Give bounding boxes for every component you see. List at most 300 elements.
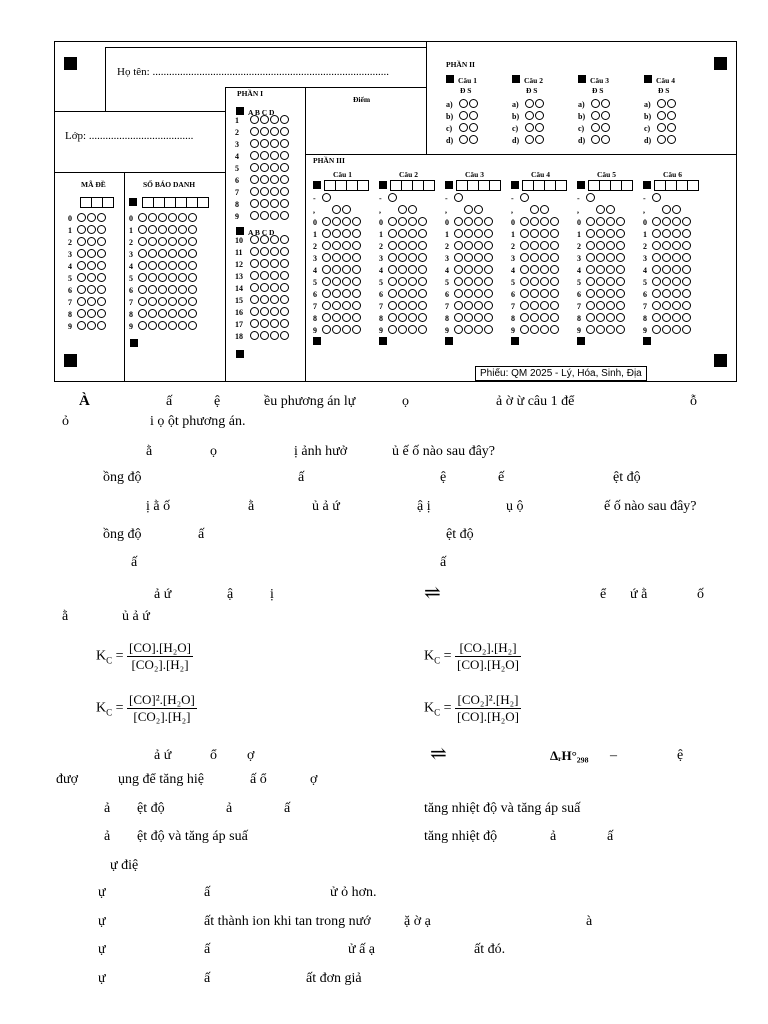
answer-bubble[interactable]: [672, 265, 681, 274]
answer-bubble[interactable]: [418, 265, 427, 274]
answer-bubble[interactable]: [280, 199, 289, 208]
answer-bubble[interactable]: [178, 249, 187, 258]
ma-de-grid[interactable]: [68, 211, 106, 331]
answer-bubble[interactable]: [148, 213, 157, 222]
answer-bubble[interactable]: [652, 277, 661, 286]
answer-bubble[interactable]: [652, 265, 661, 274]
answer-bubble[interactable]: [158, 249, 167, 258]
answer-bubble[interactable]: [322, 241, 331, 250]
answer-bubble[interactable]: [591, 123, 600, 132]
answer-bubble[interactable]: [464, 325, 473, 334]
answer-bubble[interactable]: [280, 187, 289, 196]
answer-bubble[interactable]: [332, 277, 341, 286]
answer-bubble[interactable]: [352, 265, 361, 274]
answer-bubble[interactable]: [484, 253, 493, 262]
answer-bubble[interactable]: [682, 277, 691, 286]
answer-bubble[interactable]: [97, 261, 106, 270]
answer-bubble[interactable]: [530, 217, 539, 226]
answer-bubble[interactable]: [662, 217, 671, 226]
answer-bubble[interactable]: [250, 307, 259, 316]
answer-bubble[interactable]: [530, 265, 539, 274]
answer-bubble[interactable]: [550, 229, 559, 238]
answer-bubble[interactable]: [332, 265, 341, 274]
answer-bubble[interactable]: [525, 123, 534, 132]
answer-bubble[interactable]: [616, 253, 625, 262]
answer-bubble[interactable]: [484, 241, 493, 250]
answer-bubble[interactable]: [657, 99, 666, 108]
answer-bubble[interactable]: [530, 253, 539, 262]
answer-bubble[interactable]: [77, 249, 86, 258]
answer-bubble[interactable]: [616, 265, 625, 274]
answer-bubble[interactable]: [540, 229, 549, 238]
answer-bubble[interactable]: [418, 325, 427, 334]
answer-bubble[interactable]: [388, 313, 397, 322]
answer-bubble[interactable]: [672, 301, 681, 310]
answer-bubble[interactable]: [97, 213, 106, 222]
answer-bubble[interactable]: [87, 261, 96, 270]
answer-bubble[interactable]: [352, 253, 361, 262]
answer-bubble[interactable]: [667, 135, 676, 144]
answer-bubble[interactable]: [530, 313, 539, 322]
answer-bubble[interactable]: [652, 241, 661, 250]
answer-bubble[interactable]: [667, 111, 676, 120]
answer-bubble[interactable]: [322, 253, 331, 262]
answer-bubble[interactable]: [352, 301, 361, 310]
answer-bubble[interactable]: [606, 253, 615, 262]
answer-bubble[interactable]: [398, 253, 407, 262]
answer-bubble[interactable]: [322, 229, 331, 238]
answer-bubble[interactable]: [474, 289, 483, 298]
answer-bubble[interactable]: [408, 313, 417, 322]
answer-bubble[interactable]: [652, 229, 661, 238]
answer-bubble[interactable]: [601, 111, 610, 120]
answer-bubble[interactable]: [260, 127, 269, 136]
answer-bubble[interactable]: [662, 253, 671, 262]
answer-bubble[interactable]: [77, 261, 86, 270]
answer-bubble[interactable]: [77, 213, 86, 222]
answer-bubble[interactable]: [662, 277, 671, 286]
answer-bubble[interactable]: [454, 253, 463, 262]
answer-bubble[interactable]: [250, 127, 259, 136]
answer-bubble[interactable]: [586, 217, 595, 226]
answer-bubble[interactable]: [586, 301, 595, 310]
answer-bubble[interactable]: [138, 285, 147, 294]
answer-bubble[interactable]: [332, 325, 341, 334]
answer-bubble[interactable]: [520, 325, 529, 334]
answer-bubble[interactable]: [601, 99, 610, 108]
answer-bubble[interactable]: [148, 225, 157, 234]
answer-bubble[interactable]: [168, 237, 177, 246]
answer-bubble[interactable]: [188, 285, 197, 294]
answer-bubble[interactable]: [672, 289, 681, 298]
answer-bubble[interactable]: [520, 265, 529, 274]
answer-bubble[interactable]: [657, 135, 666, 144]
answer-bubble[interactable]: [280, 295, 289, 304]
answer-bubble[interactable]: [616, 241, 625, 250]
answer-bubble[interactable]: [87, 285, 96, 294]
answer-bubble[interactable]: [469, 111, 478, 120]
answer-bubble[interactable]: [158, 273, 167, 282]
answer-bubble[interactable]: [270, 139, 279, 148]
answer-bubble[interactable]: [178, 273, 187, 282]
answer-bubble[interactable]: [474, 217, 483, 226]
answer-bubble[interactable]: [352, 277, 361, 286]
answer-bubble[interactable]: [520, 277, 529, 286]
answer-bubble[interactable]: [250, 235, 259, 244]
answer-bubble[interactable]: [178, 309, 187, 318]
answer-bubble[interactable]: [352, 241, 361, 250]
answer-bubble[interactable]: [484, 313, 493, 322]
answer-bubble[interactable]: [616, 313, 625, 322]
answer-bubble[interactable]: [398, 289, 407, 298]
answer-bubble[interactable]: [540, 289, 549, 298]
answer-bubble[interactable]: [342, 277, 351, 286]
answer-bubble[interactable]: [418, 253, 427, 262]
answer-bubble[interactable]: [260, 151, 269, 160]
sbd-grid[interactable]: [129, 211, 197, 331]
answer-bubble[interactable]: [250, 259, 259, 268]
answer-bubble[interactable]: [672, 325, 681, 334]
answer-bubble[interactable]: [454, 301, 463, 310]
answer-bubble[interactable]: [586, 253, 595, 262]
answer-bubble[interactable]: [270, 187, 279, 196]
answer-bubble[interactable]: [260, 115, 269, 124]
answer-bubble[interactable]: [260, 199, 269, 208]
phan1-grid-b[interactable]: [235, 233, 289, 341]
answer-bubble[interactable]: [464, 217, 473, 226]
answer-bubble[interactable]: [459, 111, 468, 120]
answer-bubble[interactable]: [596, 277, 605, 286]
phan2-grid[interactable]: [446, 73, 716, 153]
answer-bubble[interactable]: [270, 235, 279, 244]
answer-bubble[interactable]: [260, 235, 269, 244]
answer-bubble[interactable]: [484, 301, 493, 310]
answer-bubble[interactable]: [520, 217, 529, 226]
answer-bubble[interactable]: [398, 265, 407, 274]
answer-bubble[interactable]: [525, 99, 534, 108]
answer-bubble[interactable]: [530, 277, 539, 286]
answer-bubble[interactable]: [586, 229, 595, 238]
answer-bubble[interactable]: [525, 135, 534, 144]
answer-bubble[interactable]: [408, 325, 417, 334]
answer-bubble[interactable]: [188, 309, 197, 318]
answer-bubble[interactable]: [469, 135, 478, 144]
answer-bubble[interactable]: [454, 289, 463, 298]
answer-bubble[interactable]: [178, 297, 187, 306]
answer-bubble[interactable]: [388, 277, 397, 286]
ma-de-boxes[interactable]: [80, 193, 113, 211]
answer-bubble[interactable]: [332, 229, 341, 238]
answer-bubble[interactable]: [652, 193, 661, 202]
answer-bubble[interactable]: [322, 325, 331, 334]
answer-bubble[interactable]: [606, 277, 615, 286]
answer-bubble[interactable]: [260, 331, 269, 340]
answer-bubble[interactable]: [459, 99, 468, 108]
answer-bubble[interactable]: [408, 217, 417, 226]
answer-bubble[interactable]: [454, 229, 463, 238]
answer-bubble[interactable]: [168, 297, 177, 306]
answer-bubble[interactable]: [591, 135, 600, 144]
answer-bubble[interactable]: [464, 229, 473, 238]
answer-bubble[interactable]: [667, 123, 676, 132]
answer-bubble[interactable]: [148, 321, 157, 330]
answer-bubble[interactable]: [270, 199, 279, 208]
answer-bubble[interactable]: [388, 325, 397, 334]
answer-bubble[interactable]: [250, 139, 259, 148]
answer-bubble[interactable]: [158, 213, 167, 222]
answer-bubble[interactable]: [398, 205, 407, 214]
answer-bubble[interactable]: [418, 229, 427, 238]
answer-bubble[interactable]: [652, 301, 661, 310]
answer-bubble[interactable]: [474, 277, 483, 286]
answer-bubble[interactable]: [342, 289, 351, 298]
answer-bubble[interactable]: [550, 277, 559, 286]
answer-bubble[interactable]: [652, 289, 661, 298]
answer-bubble[interactable]: [270, 331, 279, 340]
answer-bubble[interactable]: [280, 271, 289, 280]
answer-bubble[interactable]: [535, 111, 544, 120]
answer-bubble[interactable]: [550, 265, 559, 274]
answer-bubble[interactable]: [178, 237, 187, 246]
answer-bubble[interactable]: [270, 163, 279, 172]
answer-bubble[interactable]: [87, 273, 96, 282]
answer-bubble[interactable]: [332, 301, 341, 310]
answer-bubble[interactable]: [322, 313, 331, 322]
answer-bubble[interactable]: [280, 235, 289, 244]
answer-bubble[interactable]: [280, 115, 289, 124]
answer-bubble[interactable]: [586, 241, 595, 250]
answer-bubble[interactable]: [280, 307, 289, 316]
answer-bubble[interactable]: [280, 175, 289, 184]
answer-bubble[interactable]: [280, 283, 289, 292]
answer-bubble[interactable]: [352, 217, 361, 226]
answer-bubble[interactable]: [138, 273, 147, 282]
answer-bubble[interactable]: [250, 295, 259, 304]
answer-bubble[interactable]: [77, 321, 86, 330]
answer-bubble[interactable]: [672, 253, 681, 262]
answer-bubble[interactable]: [148, 273, 157, 282]
answer-bubble[interactable]: [418, 301, 427, 310]
answer-bubble[interactable]: [540, 205, 549, 214]
answer-bubble[interactable]: [188, 213, 197, 222]
answer-bubble[interactable]: [520, 289, 529, 298]
answer-bubble[interactable]: [596, 205, 605, 214]
answer-bubble[interactable]: [188, 273, 197, 282]
answer-bubble[interactable]: [158, 225, 167, 234]
phan1-grid-a[interactable]: [235, 113, 289, 221]
answer-bubble[interactable]: [464, 265, 473, 274]
answer-bubble[interactable]: [280, 259, 289, 268]
answer-bubble[interactable]: [178, 285, 187, 294]
answer-bubble[interactable]: [464, 277, 473, 286]
answer-bubble[interactable]: [250, 199, 259, 208]
answer-bubble[interactable]: [97, 273, 106, 282]
answer-bubble[interactable]: [596, 217, 605, 226]
answer-bubble[interactable]: [280, 139, 289, 148]
answer-bubble[interactable]: [525, 111, 534, 120]
answer-bubble[interactable]: [270, 175, 279, 184]
answer-bubble[interactable]: [270, 211, 279, 220]
answer-bubble[interactable]: [408, 265, 417, 274]
answer-bubble[interactable]: [520, 241, 529, 250]
answer-bubble[interactable]: [540, 301, 549, 310]
answer-bubble[interactable]: [408, 253, 417, 262]
answer-bubble[interactable]: [530, 289, 539, 298]
answer-bubble[interactable]: [270, 283, 279, 292]
answer-bubble[interactable]: [322, 289, 331, 298]
answer-bubble[interactable]: [596, 253, 605, 262]
answer-bubble[interactable]: [464, 289, 473, 298]
sbd-boxes[interactable]: [129, 193, 208, 211]
answer-bubble[interactable]: [388, 229, 397, 238]
answer-bubble[interactable]: [535, 99, 544, 108]
answer-bubble[interactable]: [260, 319, 269, 328]
answer-bubble[interactable]: [672, 241, 681, 250]
answer-bubble[interactable]: [260, 211, 269, 220]
answer-bubble[interactable]: [596, 289, 605, 298]
answer-bubble[interactable]: [408, 277, 417, 286]
answer-bubble[interactable]: [332, 289, 341, 298]
answer-bubble[interactable]: [188, 249, 197, 258]
answer-bubble[interactable]: [250, 331, 259, 340]
answer-bubble[interactable]: [484, 277, 493, 286]
answer-bubble[interactable]: [148, 285, 157, 294]
answer-bubble[interactable]: [596, 229, 605, 238]
answer-bubble[interactable]: [530, 229, 539, 238]
answer-bubble[interactable]: [388, 301, 397, 310]
answer-bubble[interactable]: [158, 237, 167, 246]
answer-bubble[interactable]: [586, 193, 595, 202]
answer-bubble[interactable]: [388, 193, 397, 202]
answer-bubble[interactable]: [616, 325, 625, 334]
answer-bubble[interactable]: [408, 241, 417, 250]
answer-bubble[interactable]: [550, 289, 559, 298]
answer-bubble[interactable]: [662, 241, 671, 250]
answer-bubble[interactable]: [87, 297, 96, 306]
answer-bubble[interactable]: [270, 247, 279, 256]
answer-bubble[interactable]: [652, 313, 661, 322]
answer-bubble[interactable]: [342, 241, 351, 250]
answer-bubble[interactable]: [682, 313, 691, 322]
answer-bubble[interactable]: [270, 127, 279, 136]
answer-bubble[interactable]: [342, 217, 351, 226]
answer-bubble[interactable]: [454, 325, 463, 334]
answer-bubble[interactable]: [454, 313, 463, 322]
answer-bubble[interactable]: [606, 205, 615, 214]
answer-bubble[interactable]: [540, 241, 549, 250]
answer-bubble[interactable]: [682, 289, 691, 298]
answer-bubble[interactable]: [591, 111, 600, 120]
answer-bubble[interactable]: [672, 229, 681, 238]
answer-bubble[interactable]: [97, 237, 106, 246]
answer-bubble[interactable]: [260, 139, 269, 148]
answer-bubble[interactable]: [178, 225, 187, 234]
answer-bubble[interactable]: [596, 325, 605, 334]
answer-bubble[interactable]: [596, 265, 605, 274]
answer-bubble[interactable]: [535, 135, 544, 144]
answer-bubble[interactable]: [596, 301, 605, 310]
answer-bubble[interactable]: [474, 313, 483, 322]
answer-bubble[interactable]: [332, 205, 341, 214]
answer-bubble[interactable]: [469, 99, 478, 108]
answer-bubble[interactable]: [148, 297, 157, 306]
answer-bubble[interactable]: [530, 325, 539, 334]
answer-bubble[interactable]: [77, 309, 86, 318]
answer-bubble[interactable]: [662, 229, 671, 238]
answer-bubble[interactable]: [138, 321, 147, 330]
answer-bubble[interactable]: [550, 253, 559, 262]
answer-bubble[interactable]: [464, 253, 473, 262]
answer-bubble[interactable]: [408, 289, 417, 298]
answer-bubble[interactable]: [250, 271, 259, 280]
answer-bubble[interactable]: [652, 253, 661, 262]
answer-bubble[interactable]: [138, 261, 147, 270]
answer-bubble[interactable]: [418, 277, 427, 286]
answer-bubble[interactable]: [97, 321, 106, 330]
answer-bubble[interactable]: [454, 277, 463, 286]
answer-bubble[interactable]: [388, 241, 397, 250]
answer-bubble[interactable]: [667, 99, 676, 108]
answer-bubble[interactable]: [250, 211, 259, 220]
answer-bubble[interactable]: [616, 229, 625, 238]
answer-bubble[interactable]: [342, 229, 351, 238]
answer-bubble[interactable]: [322, 301, 331, 310]
answer-bubble[interactable]: [601, 135, 610, 144]
answer-bubble[interactable]: [168, 261, 177, 270]
answer-bubble[interactable]: [459, 123, 468, 132]
answer-bubble[interactable]: [280, 163, 289, 172]
answer-bubble[interactable]: [138, 309, 147, 318]
answer-bubble[interactable]: [280, 151, 289, 160]
answer-bubble[interactable]: [616, 277, 625, 286]
answer-bubble[interactable]: [342, 205, 351, 214]
answer-bubble[interactable]: [388, 289, 397, 298]
answer-bubble[interactable]: [260, 163, 269, 172]
answer-bubble[interactable]: [601, 123, 610, 132]
answer-bubble[interactable]: [168, 273, 177, 282]
answer-bubble[interactable]: [270, 295, 279, 304]
answer-bubble[interactable]: [250, 247, 259, 256]
answer-bubble[interactable]: [188, 237, 197, 246]
answer-bubble[interactable]: [168, 249, 177, 258]
answer-bubble[interactable]: [352, 289, 361, 298]
answer-bubble[interactable]: [332, 253, 341, 262]
answer-bubble[interactable]: [270, 115, 279, 124]
answer-bubble[interactable]: [408, 205, 417, 214]
answer-bubble[interactable]: [616, 301, 625, 310]
answer-bubble[interactable]: [352, 313, 361, 322]
answer-bubble[interactable]: [418, 217, 427, 226]
answer-bubble[interactable]: [260, 175, 269, 184]
answer-bubble[interactable]: [250, 283, 259, 292]
answer-bubble[interactable]: [280, 211, 289, 220]
answer-bubble[interactable]: [97, 249, 106, 258]
answer-bubble[interactable]: [550, 301, 559, 310]
answer-bubble[interactable]: [530, 301, 539, 310]
answer-bubble[interactable]: [87, 249, 96, 258]
answer-bubble[interactable]: [540, 265, 549, 274]
phan3-grid[interactable]: [313, 167, 733, 357]
answer-bubble[interactable]: [464, 313, 473, 322]
answer-bubble[interactable]: [520, 193, 529, 202]
answer-bubble[interactable]: [97, 309, 106, 318]
answer-bubble[interactable]: [606, 289, 615, 298]
answer-bubble[interactable]: [158, 297, 167, 306]
answer-bubble[interactable]: [168, 285, 177, 294]
answer-bubble[interactable]: [138, 249, 147, 258]
answer-bubble[interactable]: [332, 217, 341, 226]
answer-bubble[interactable]: [168, 213, 177, 222]
